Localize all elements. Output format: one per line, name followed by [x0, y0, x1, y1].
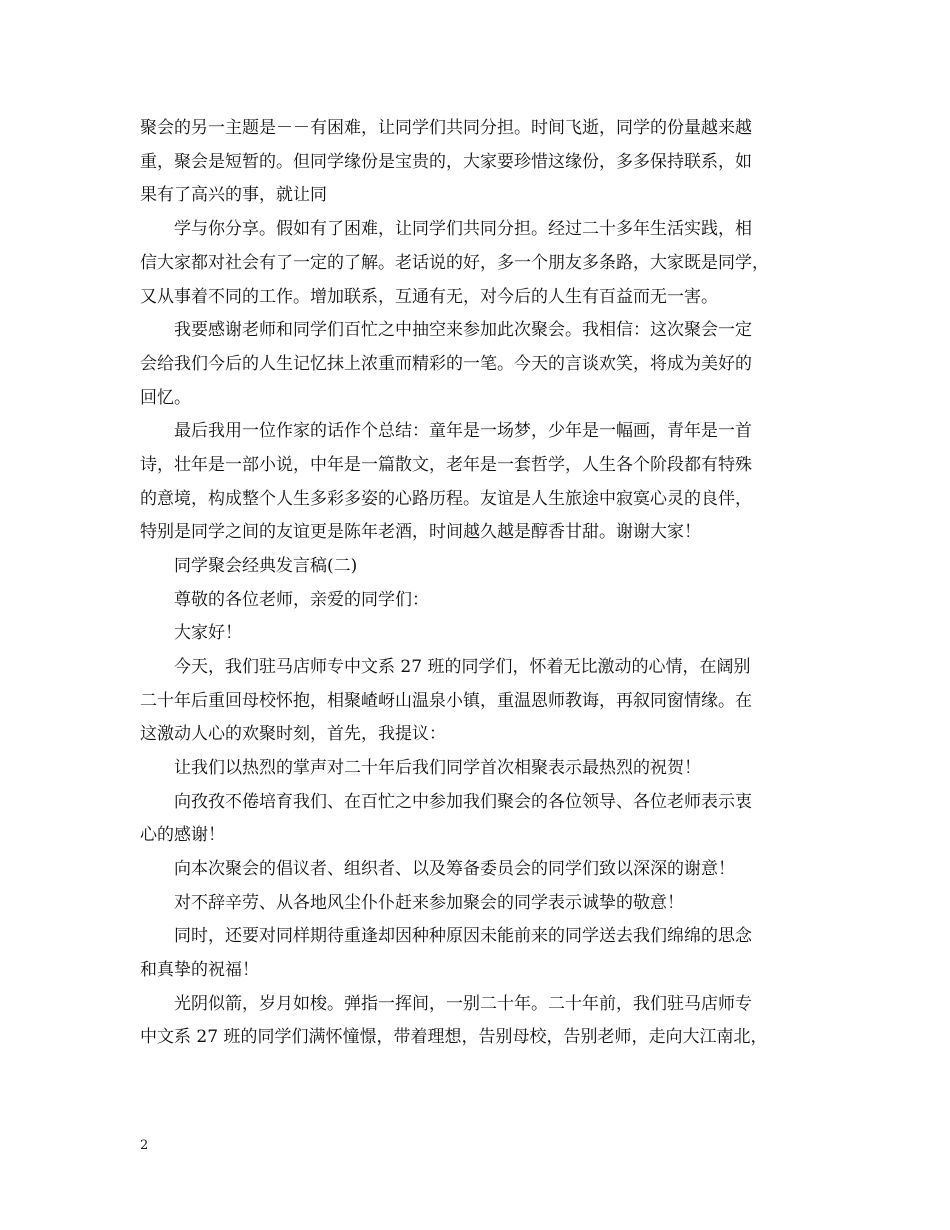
text-line: 重，聚会是短暂的。但同学缘份是宝贵的，大家要珍惜这缘份，多多保持联系，如 [140, 152, 752, 172]
text-line: 回忆。 [140, 388, 191, 408]
text-line: 这激动人心的欢聚时刻，首先，我提议： [140, 724, 446, 744]
text-line: 的意境，构成整个人生多彩多姿的心路历程。友谊是人生旅途中寂寞心灵的良伴， [140, 489, 752, 509]
text-line: 光阴似箭，岁月如梭。弹指一挥间，一别二十年。二十年前，我们驻马店师专 [174, 994, 752, 1014]
text-line: 向孜孜不倦培育我们、在百忙之中参加我们聚会的各位领导、各位老师表示衷 [174, 792, 752, 812]
text-line: 果有了高兴的事，就让同 [140, 185, 327, 205]
text-line: 诗，壮年是一部小说，中年是一篇散文，老年是一套哲学，人生各个阶段都有特殊 [140, 455, 752, 475]
text-line: 特别是同学之间的友谊更是陈年老酒，时间越久越是醇香甘甜。谢谢大家！ [140, 522, 701, 542]
text-line: 中文系 27 班的同学们满怀憧憬，带着理想，告别母校，告别老师，走向大江南北， [140, 1027, 768, 1047]
text-line: 信大家都对社会有了一定的了解。老话说的好，多一个朋友多条路，大家既是同学， [140, 253, 769, 273]
text-line: 大家好！ [174, 623, 242, 643]
text-line: 和真挚的祝福！ [140, 960, 259, 980]
text-line: 向本次聚会的倡议者、组织者、以及筹备委员会的同学们致以深深的谢意！ [174, 859, 735, 879]
section-heading: 同学聚会经典发言稿(二) [174, 556, 358, 576]
text-line: 今天，我们驻马店师专中文系 27 班的同学们，怀着无比激动的心情，在阔别 [174, 657, 751, 677]
text-line: 同时，还要对同样期待重逢却因种种原因未能前来的同学送去我们绵绵的思念 [174, 926, 752, 946]
text-line: 心的感谢！ [140, 825, 225, 845]
text-line: 让我们以热烈的掌声对二十年后我们同学首次相聚表示最热烈的祝贺！ [174, 758, 701, 778]
text-line: 二十年后重回母校怀抱，相聚嵖岈山温泉小镇，重温恩师教诲，再叙同窗情缘。在 [140, 691, 752, 711]
text-line: 我要感谢老师和同学们百忙之中抽空来参加此次聚会。我相信：这次聚会一定 [174, 320, 752, 340]
text-line: 会给我们今后的人生记忆抹上浓重而精彩的一笔。今天的言谈欢笑，将成为美好的 [140, 354, 752, 374]
text-line: 尊敬的各位老师，亲爱的同学们： [174, 590, 429, 610]
text-line: 又从事着不同的工作。增加联系，互通有无，对今后的人生有百益而无一害。 [140, 287, 718, 307]
page-number: 2 [140, 1138, 149, 1153]
text-line: 聚会的另一主题是－－有困难，让同学们共同分担。时间飞逝，同学的份量越来越 [140, 118, 752, 138]
text-line: 对不辞辛劳、从各地风尘仆仆赶来参加聚会的同学表示诚挚的敬意！ [174, 893, 684, 913]
text-line: 学与你分享。假如有了困难，让同学们共同分担。经过二十多年生活实践，相 [174, 219, 752, 239]
text-line: 最后我用一位作家的话作个总结：童年是一场梦，少年是一幅画，青年是一首 [174, 421, 752, 441]
